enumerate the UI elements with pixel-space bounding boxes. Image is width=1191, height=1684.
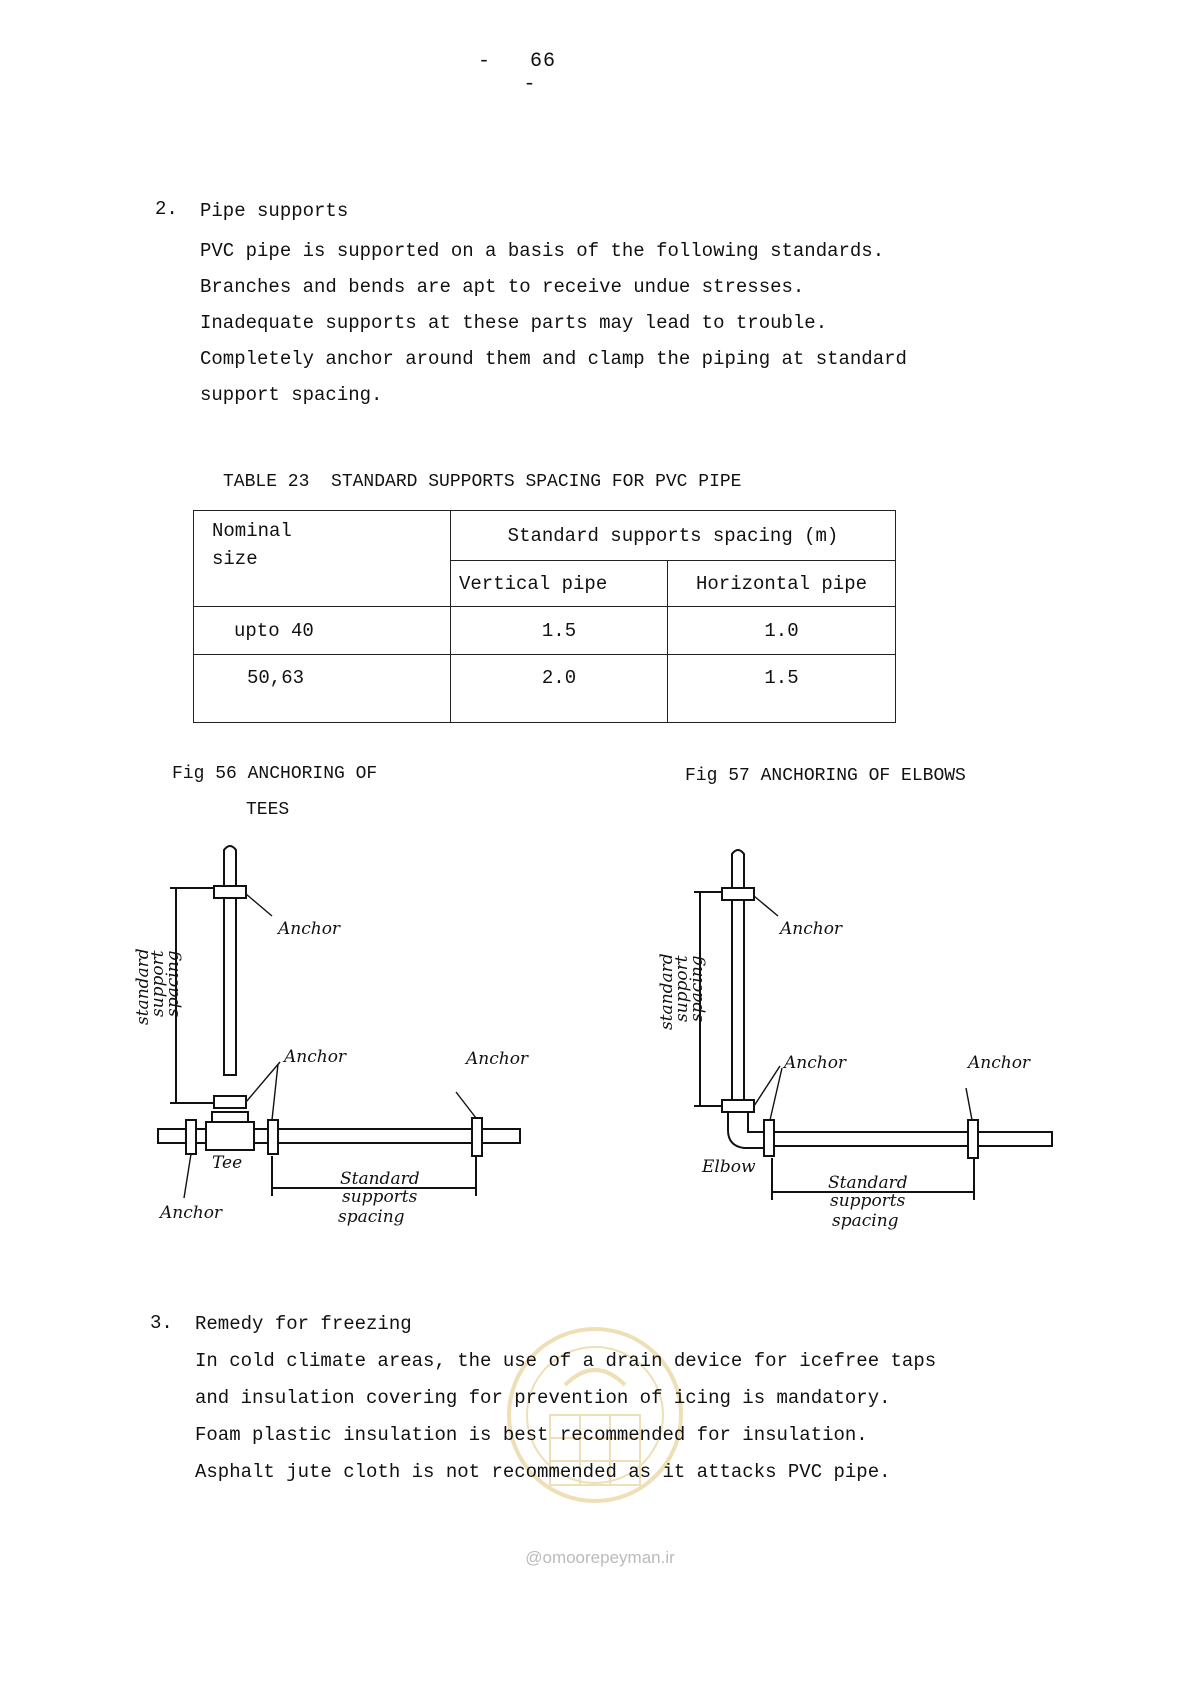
support-spacing-table xyxy=(193,510,896,723)
fig56-hspacing-1: Standard xyxy=(340,1169,420,1189)
section-3-line-3: Foam plastic insulation is best recommended for insulation. xyxy=(195,1424,868,1446)
section-3-line-4: Asphalt jute cloth is not recommended as it attacks PVC pipe. xyxy=(195,1461,891,1483)
anchor-clamp-left xyxy=(186,1120,196,1154)
cell-horizontal: 1.5 xyxy=(668,655,896,723)
fig57-vspacing-1: standard xyxy=(657,953,677,1030)
fig57-diagram xyxy=(650,830,1070,1240)
col-header-nominal-size: Nominal size xyxy=(194,511,451,607)
page-number-value: 66 xyxy=(530,50,557,73)
fig57-label-anchor-mid: Anchor xyxy=(784,1053,847,1073)
table-caption: TABLE 23 STANDARD SUPPORTS SPACING FOR PVC PIPE xyxy=(223,472,742,492)
fig56-label-anchor-bottom: Anchor xyxy=(160,1203,223,1223)
anchor-clamp-top xyxy=(214,886,246,898)
fig57-caption: Fig 57 ANCHORING OF ELBOWS xyxy=(685,766,966,786)
fig56-label-anchor-right: Anchor xyxy=(466,1049,529,1069)
horizontal-pipe xyxy=(768,1132,1052,1146)
anchor-clamp-right xyxy=(472,1118,482,1156)
cell-vertical: 2.0 xyxy=(451,655,668,723)
elbow-fitting xyxy=(728,1112,768,1148)
fig56-diagram xyxy=(120,830,540,1240)
section-2-line-1: PVC pipe is supported on a basis of the following standards. xyxy=(200,240,885,262)
cell-size: upto 40 xyxy=(194,607,451,655)
col-group-header-spacing: Standard supports spacing (m) xyxy=(451,511,896,561)
anchor-clamp-top xyxy=(722,888,754,900)
fig56-caption-line2: TEES xyxy=(246,800,290,820)
watermark-url: omoorepeyman.ir xyxy=(542,1548,675,1567)
anchor-clamp-elbow xyxy=(764,1120,774,1156)
vertical-pipe xyxy=(224,846,236,1075)
fig57-vspacing-3: spacing xyxy=(687,955,707,1022)
fig56-caption-line1: Fig 56 ANCHORING OF xyxy=(172,764,378,784)
section-2-heading: Pipe supports xyxy=(200,200,349,222)
section-3-line-2: and insulation covering for prevention of icing is mandatory. xyxy=(195,1387,891,1409)
section-3-number: 3. xyxy=(150,1312,173,1334)
anchor-clamp-mid xyxy=(722,1100,754,1112)
table-row xyxy=(194,607,896,655)
fig57-label-anchor-right: Anchor xyxy=(968,1053,1031,1073)
fig56-hspacing-2: supports xyxy=(342,1187,418,1207)
anchor-clamp-tee-right xyxy=(268,1120,278,1154)
fig56-hspacing-3: spacing xyxy=(338,1207,405,1227)
fig56-vspacing-2: support xyxy=(148,950,168,1017)
page-number xyxy=(470,50,590,96)
fig56-label-anchor-top: Anchor xyxy=(278,919,341,939)
section-3-line-1: In cold climate areas, the use of a drain device for icefree taps xyxy=(195,1350,937,1372)
section-2-line-3: Inadequate supports at these parts may lead to trouble. xyxy=(200,312,828,334)
fig57-label-elbow: Elbow xyxy=(702,1157,756,1177)
watermark-at-icon: @ xyxy=(525,1548,543,1567)
page-number-dash-right: - xyxy=(523,73,537,96)
tee-body xyxy=(206,1122,254,1150)
anchor-clamp-mid xyxy=(214,1096,246,1108)
fig56-label-anchor-mid: Anchor xyxy=(284,1047,347,1067)
anchor-clamp-right xyxy=(968,1120,978,1158)
fig57-hspacing-1: Standard xyxy=(828,1173,908,1193)
fig57-hspacing-3: spacing xyxy=(832,1211,899,1231)
fig56-vspacing-3: spacing xyxy=(163,950,183,1017)
section-2-line-5: support spacing. xyxy=(200,384,383,406)
col-header-horizontal: Horizontal pipe xyxy=(668,561,896,607)
fig57-hspacing-2: supports xyxy=(830,1191,906,1211)
cell-size: 50,63 xyxy=(194,655,451,723)
section-2-number: 2. xyxy=(155,198,178,220)
fig56-vspacing-1: standard xyxy=(133,948,153,1025)
section-2-line-2: Branches and bends are apt to receive undue stresses. xyxy=(200,276,805,298)
fig56-label-tee: Tee xyxy=(212,1153,243,1173)
watermark-text xyxy=(505,1548,695,1568)
col-header-vertical: Vertical pipe xyxy=(451,561,668,607)
fig57-vspacing-2: support xyxy=(672,955,692,1022)
section-2-line-4: Completely anchor around them and clamp the piping at standard xyxy=(200,348,907,370)
section-3-heading: Remedy for freezing xyxy=(195,1313,412,1335)
cell-vertical: 1.5 xyxy=(451,607,668,655)
fig57-label-anchor-top: Anchor xyxy=(780,919,843,939)
page-number-dash-left: - xyxy=(477,50,491,73)
table-row xyxy=(194,655,896,723)
cell-horizontal: 1.0 xyxy=(668,607,896,655)
